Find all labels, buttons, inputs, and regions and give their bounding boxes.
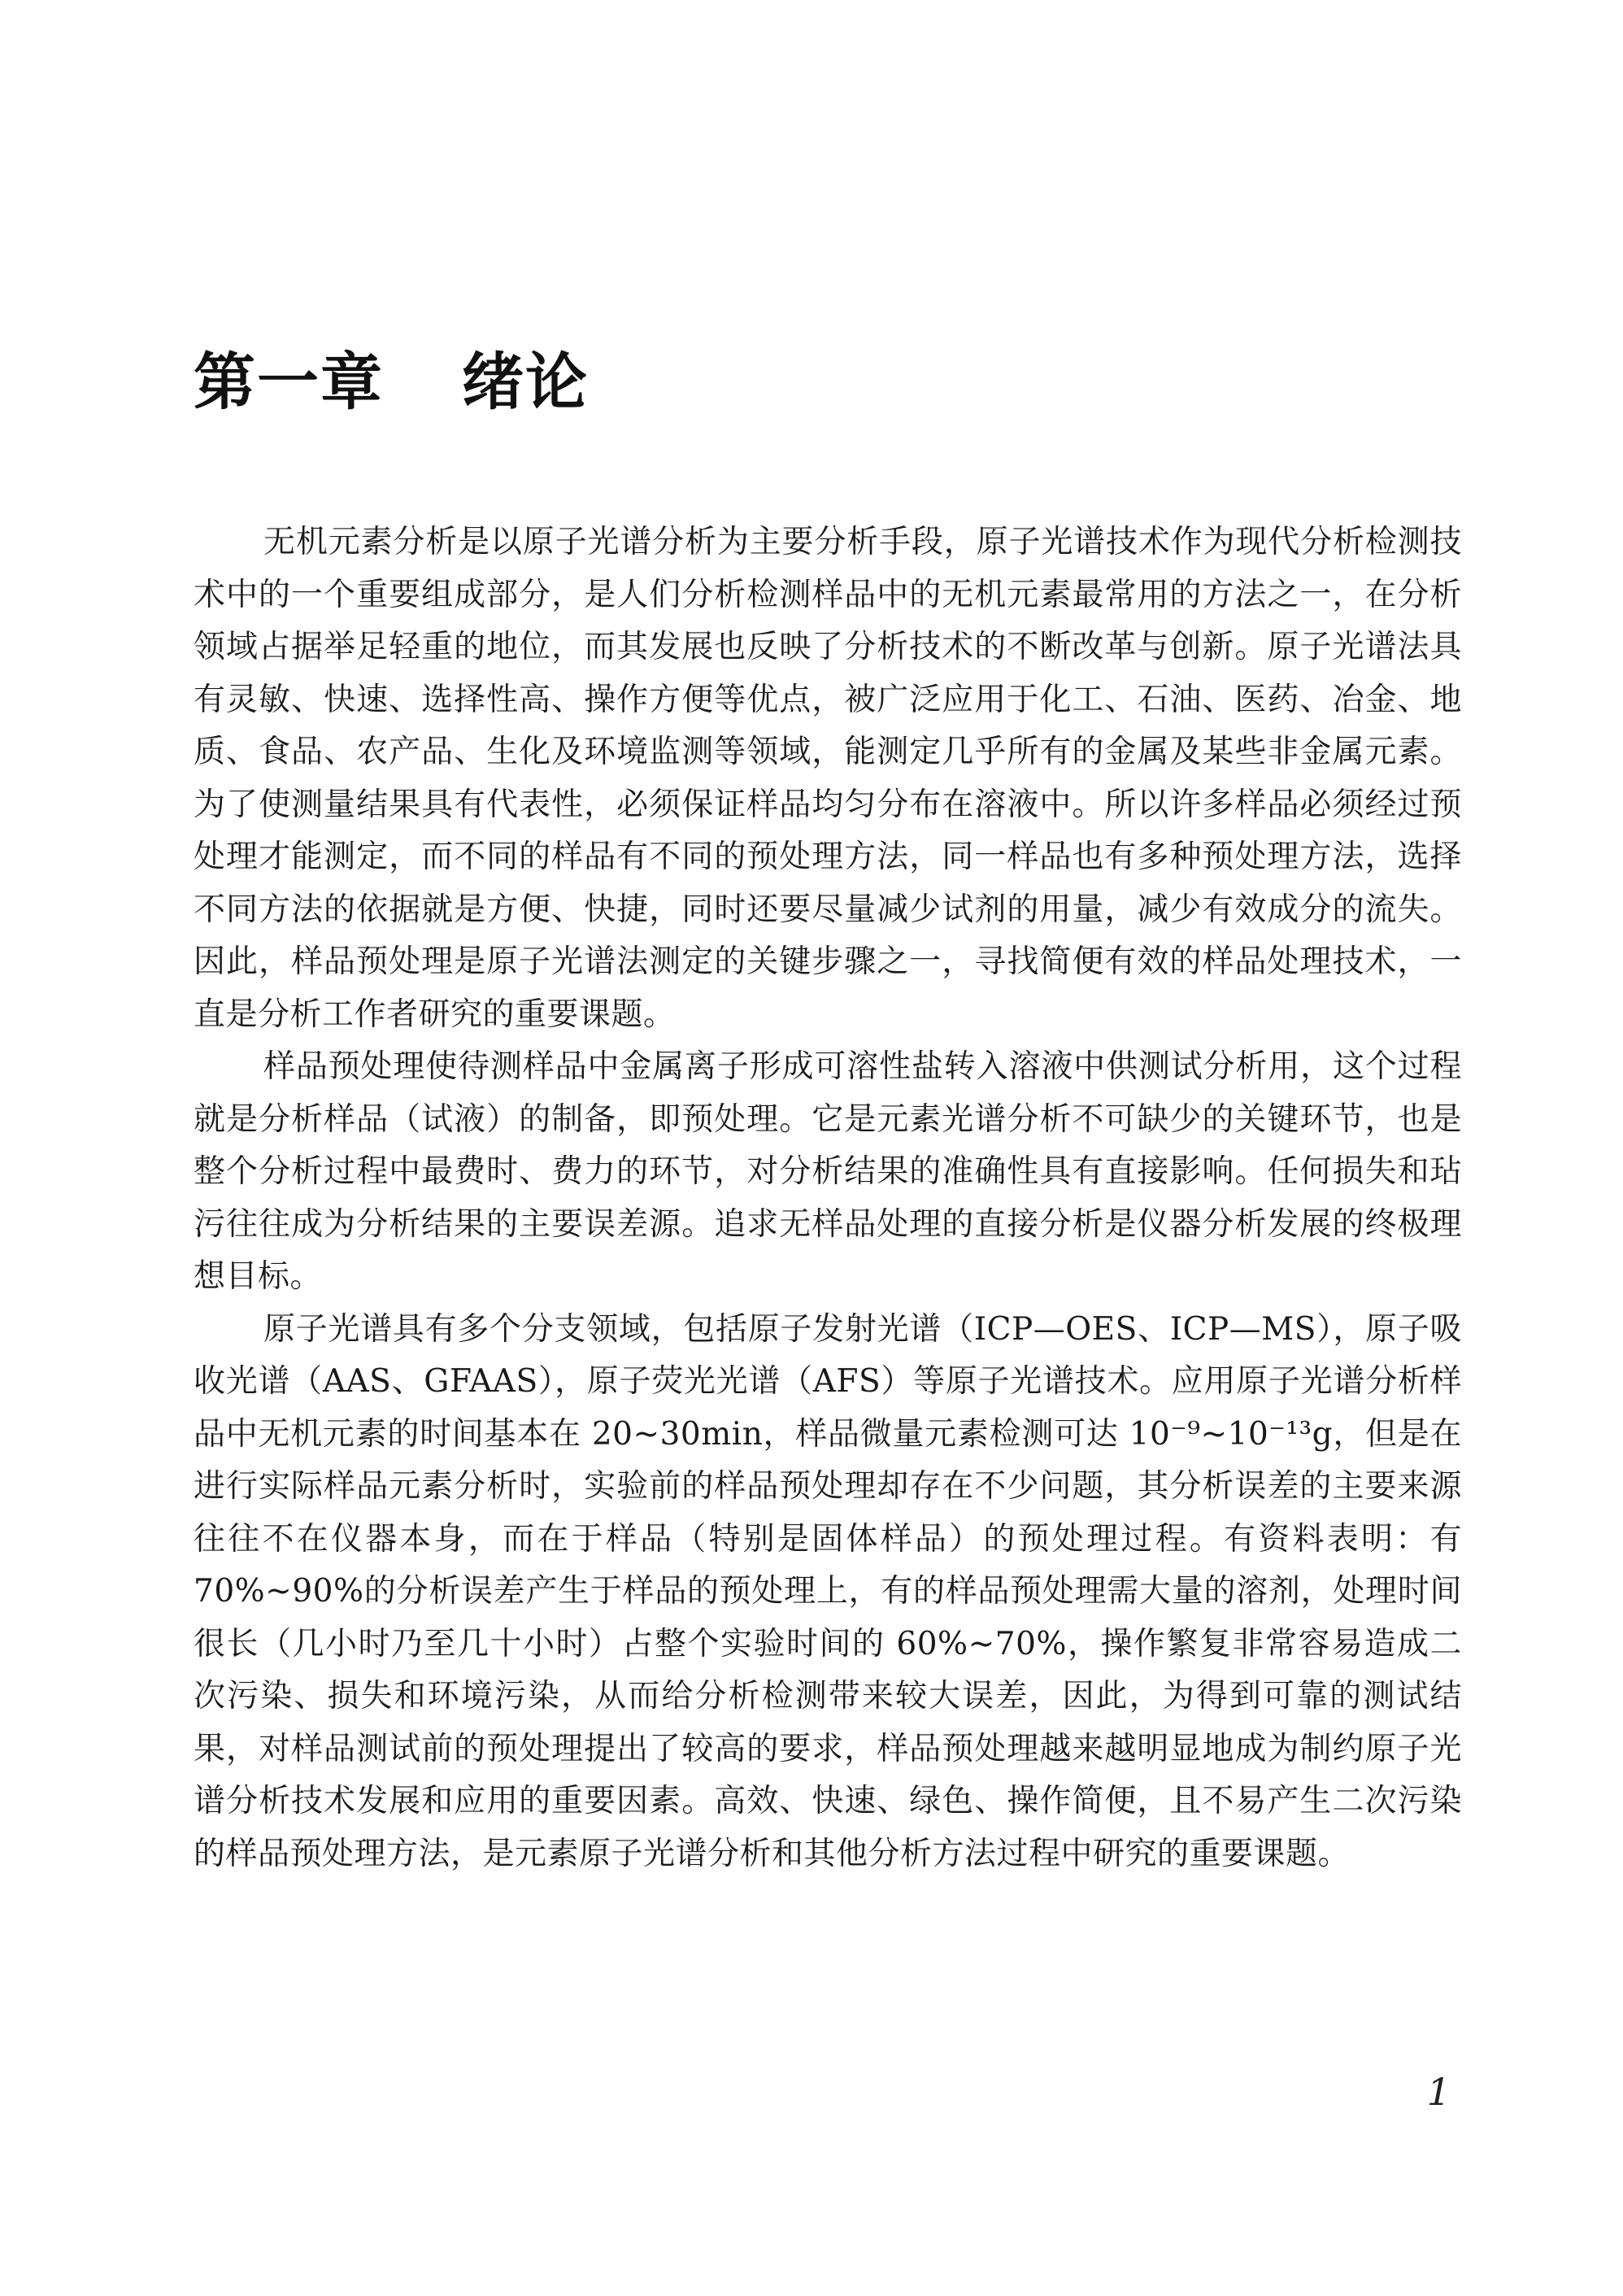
page-number: 1 [1426,2070,1451,2114]
chapter-name: 绪论 [462,346,589,418]
body-text [194,516,1462,1880]
paragraph-intro: 无机元素分析是以原子光谱分析为主要分析手段，原子光谱技术作为现代分析检测技术中的一个重要组成部分，是人们分析检测样品中的无机元素最常用的方法之一，在分析领域占据举足轻重的地位，而其发展也反映了分析技术的不断改革与创新。原子光谱法具有灵敏、快速、选择性高、操作方便等优点，被广泛应用于化工、石油、医药、冶金、地质、食品、农产品、生化及环境监测等领域，能测定几乎所有的金属及某些非金属元素。为了使测量结果具有代表性，必须保证样品均匀分布在溶液中。所以许多样品必须经过预处理才能测定，而不同的样品有不同的预处理方法，同一样品也有多种预处理方法，选择不同方法的依据就是方便、快捷，同时还要尽量减少试剂的用量，减少有效成分的流失。因此，样品预处理是原子光谱法测定的关键步骤之一，寻找简便有效的样品处理技术，一直是分析工作者研究的重要课题。 [194,524,1462,1033]
paragraph-preprocessing: 样品预处理使待测样品中金属离子形成可溶性盐转入溶液中供测试分析用，这个过程就是分析样品（试液）的制备，即预处理。它是元素光谱分析不可缺少的关键环节，也是整个分析过程中最费时、费力的环节，对分析结果的准确性具有直接影响。任何损失和玷污往往成为分析结果的主要误差源。追求无样品处理的直接分析是仪器分析发展的终极理想目标。 [194,1048,1462,1295]
chapter-title [194,342,589,423]
paragraph-atomic-spectra: 原子光谱具有多个分支领域，包括原子发射光谱（ICP—OES、ICP—MS），原子吸收光谱（AAS、GFAAS），原子荧光光谱（AFS）等原子光谱技术。应用原子光谱分析样品中无机元素的时间基本在 20~30min，样品微量元素检测可达 10⁻⁹~10⁻¹³g，但是在进行实际样品元素分析时，实验前的样品预处理却存在不少问题，其分析误差的主要来源往往不在仪器本身，而在于样品（特别是固体样品）的预处理过程。有资料表明：有 70%~90%的分析误差产生于样品的预处理上，有的样品预处理需大量的溶剂，处理时间很长（几小时乃至几十小时）占整个实验时间的 60%~70%，操作繁复非常容易造成二次污染、损失和环境污染，从而给分析检测带来较大误差，因此，为得到可靠的测试结果，对样品测试前的预处理提出了较高的要求，样品预处理越来越明显地成为制约原子光谱分析技术发展和应用的重要因素。高效、快速、绿色、操作简便，且不易产生二次污染的样品预处理方法，是元素原子光谱分析和其他分析方法过程中研究的重要课题。 [194,1310,1462,1872]
chapter-number: 第一章 [194,346,384,418]
